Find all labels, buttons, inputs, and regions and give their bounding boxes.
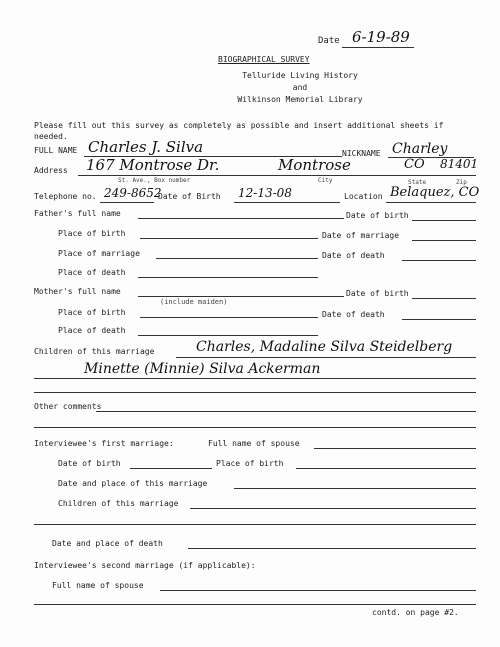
location-value: Belaquez, CO bbox=[390, 185, 480, 200]
first-marriage-label: Interviewee's first marriage: bbox=[34, 439, 174, 448]
mother-dod-label: Date of death bbox=[322, 310, 385, 319]
full-name-value: Charles J. Silva bbox=[88, 138, 204, 156]
nickname-value: Charley bbox=[392, 141, 448, 157]
spouse-name-label: Full name of spouse bbox=[208, 439, 300, 448]
org-line-2: and bbox=[292, 83, 308, 92]
second-spouse-label: Full name of spouse bbox=[52, 581, 144, 590]
father-pom-label: Place of marriage bbox=[58, 249, 140, 258]
father-pod-line bbox=[138, 277, 318, 278]
mother-dob-label: Date of birth bbox=[346, 289, 409, 298]
father-pob-line bbox=[140, 238, 318, 239]
father-dod-line bbox=[402, 260, 476, 261]
dob-label: Date of Birth bbox=[158, 192, 221, 201]
death-date-place-label: Date and place of death bbox=[52, 539, 163, 548]
other-comments-label: Other comments bbox=[34, 402, 102, 411]
survey-title: BIOGRAPHICAL SURVEY bbox=[218, 55, 310, 64]
mother-name-label: Mother's full name bbox=[34, 287, 121, 296]
org-line-1: Telluride Living History bbox=[242, 71, 358, 80]
children-label: Children of this marriage bbox=[34, 347, 155, 356]
father-dob-label: Date of birth bbox=[346, 211, 409, 220]
nickname-label: NICKNAME bbox=[342, 149, 381, 158]
marriage-date-place-line bbox=[234, 488, 476, 489]
location-label: Location bbox=[344, 192, 383, 201]
father-name-line bbox=[138, 218, 344, 219]
state-sub: State bbox=[408, 179, 427, 186]
children-line-1-rule bbox=[176, 357, 476, 358]
mother-pod-label: Place of death bbox=[58, 326, 126, 335]
father-pob-label: Place of birth bbox=[58, 229, 126, 238]
children-line-2: Minette (Minnie) Silva Ackerman bbox=[84, 361, 321, 377]
telephone-label: Telephone no. bbox=[34, 192, 97, 201]
city-value: Montrose bbox=[278, 156, 351, 174]
children-this-marriage-line bbox=[190, 508, 476, 509]
date-value: 6-19-89 bbox=[352, 28, 410, 46]
zip-sub: Zip bbox=[456, 179, 467, 186]
continued-note: contd. on page #2. bbox=[372, 608, 459, 617]
address-label: Address bbox=[34, 166, 68, 175]
other-comments-line-2 bbox=[34, 427, 476, 428]
instructions: Please fill out this survey as completely as possible and insert additional sheets if needed. bbox=[34, 121, 444, 141]
mother-pob-label: Place of birth bbox=[58, 308, 126, 317]
zip-value: 81401 bbox=[440, 157, 479, 171]
state-value: CO bbox=[404, 157, 425, 172]
city-sub: City bbox=[318, 177, 333, 184]
marriage-date-place-label: Date and place of this marriage bbox=[58, 479, 208, 488]
dob-line bbox=[234, 202, 340, 203]
father-name-label: Father's full name bbox=[34, 209, 121, 218]
address-value: 167 Montrose Dr. bbox=[86, 156, 220, 174]
date-underline bbox=[342, 47, 414, 48]
telephone-value: 249-8652 bbox=[104, 186, 162, 200]
father-dob-line bbox=[412, 220, 476, 221]
mother-name-line bbox=[138, 296, 344, 297]
dob-value: 12-13-08 bbox=[238, 186, 292, 200]
full-name-label: FULL NAME bbox=[34, 146, 78, 155]
father-pom-line bbox=[156, 258, 318, 259]
children-this-marriage-label: Children of this marriage bbox=[58, 499, 179, 508]
father-dom-line bbox=[412, 240, 476, 241]
address-line bbox=[78, 175, 476, 176]
second-marriage-label: Interviewee's second marriage (if applicable): bbox=[34, 561, 256, 570]
second-spouse-line bbox=[160, 590, 476, 591]
children-line-1: Charles, Madaline Silva Steidelberg bbox=[196, 339, 453, 355]
org-line-3: Wilkinson Memorial Library bbox=[237, 95, 363, 104]
location-line bbox=[386, 202, 476, 203]
children-line-2-rule bbox=[34, 378, 476, 379]
spouse-pob-label: Place of birth bbox=[216, 459, 284, 468]
date-label: Date bbox=[318, 36, 340, 46]
father-dod-label: Date of death bbox=[322, 251, 385, 260]
mother-pod-line bbox=[138, 335, 318, 336]
death-date-place-line bbox=[188, 548, 476, 549]
maiden-sub: (include maiden) bbox=[160, 298, 228, 306]
spouse-dob-label: Date of birth bbox=[58, 459, 121, 468]
mother-dob-line bbox=[412, 298, 476, 299]
children-this-marriage-line-2 bbox=[34, 524, 476, 525]
mother-dod-line bbox=[402, 319, 476, 320]
address-sub: St. Ave., Box number bbox=[118, 177, 191, 184]
spouse-name-line bbox=[314, 448, 476, 449]
other-comments-line-1 bbox=[96, 411, 476, 412]
father-pod-label: Place of death bbox=[58, 268, 126, 277]
children-line-3-rule bbox=[34, 392, 476, 393]
mother-pob-line bbox=[140, 317, 318, 318]
father-dom-label: Date of marriage bbox=[322, 231, 400, 240]
second-spouse-line-2 bbox=[34, 604, 476, 605]
spouse-pob-line bbox=[296, 468, 476, 469]
telephone-line bbox=[100, 202, 154, 203]
spouse-dob-line bbox=[130, 468, 212, 469]
